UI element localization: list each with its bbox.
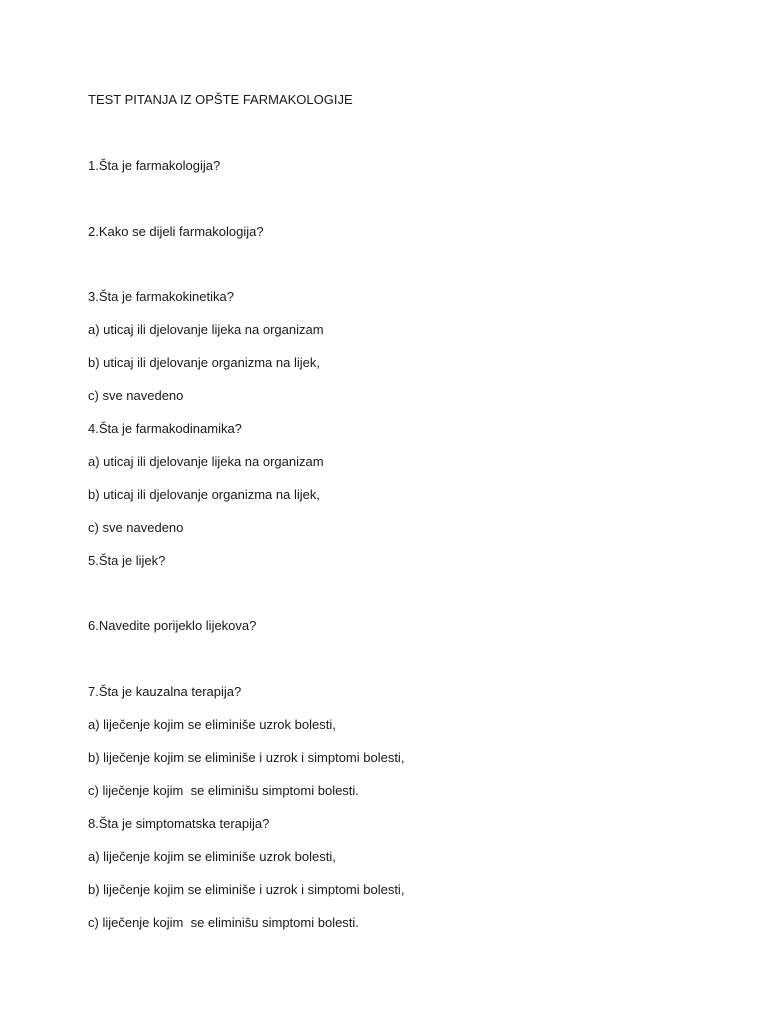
question-4-option-a: a) uticaj ili djelovanje lijeka na organizam	[88, 454, 324, 469]
question-4-option-b: b) uticaj ili djelovanje organizma na lijek,	[88, 487, 320, 502]
question-5: 5.Šta je lijek?	[88, 553, 166, 568]
question-6: 6.Navedite porijeklo lijekova?	[88, 618, 257, 633]
question-7: 7.Šta je kauzalna terapija?	[88, 684, 242, 699]
question-8-option-c: c) liječenje kojim se eliminišu simptomi bolesti.	[88, 915, 359, 930]
question-8-option-b: b) liječenje kojim se eliminiše i uzrok i simptomi bolesti,	[88, 882, 405, 897]
question-3-option-c: c) sve navedeno	[88, 388, 184, 403]
question-2: 2.Kako se dijeli farmakologija?	[88, 224, 264, 239]
question-3-option-a: a) uticaj ili djelovanje lijeka na organizam	[88, 322, 324, 337]
question-8: 8.Šta je simptomatska terapija?	[88, 816, 270, 831]
question-4-option-c: c) sve navedeno	[88, 520, 184, 535]
document-title: TEST PITANJA IZ OPŠTE FARMAKOLOGIJE	[88, 92, 353, 107]
question-1: 1.Šta je farmakologija?	[88, 158, 221, 173]
question-7-option-c: c) liječenje kojim se eliminišu simptomi bolesti.	[88, 783, 359, 798]
question-4: 4.Šta je farmakodinamika?	[88, 421, 242, 436]
question-8-option-a: a) liječenje kojim se eliminiše uzrok bolesti,	[88, 849, 336, 864]
question-3: 3.Šta je farmakokinetika?	[88, 289, 234, 304]
question-7-option-a: a) liječenje kojim se eliminiše uzrok bolesti,	[88, 717, 336, 732]
question-3-option-b: b) uticaj ili djelovanje organizma na lijek,	[88, 355, 320, 370]
question-7-option-b: b) liječenje kojim se eliminiše i uzrok i simptomi bolesti,	[88, 750, 405, 765]
